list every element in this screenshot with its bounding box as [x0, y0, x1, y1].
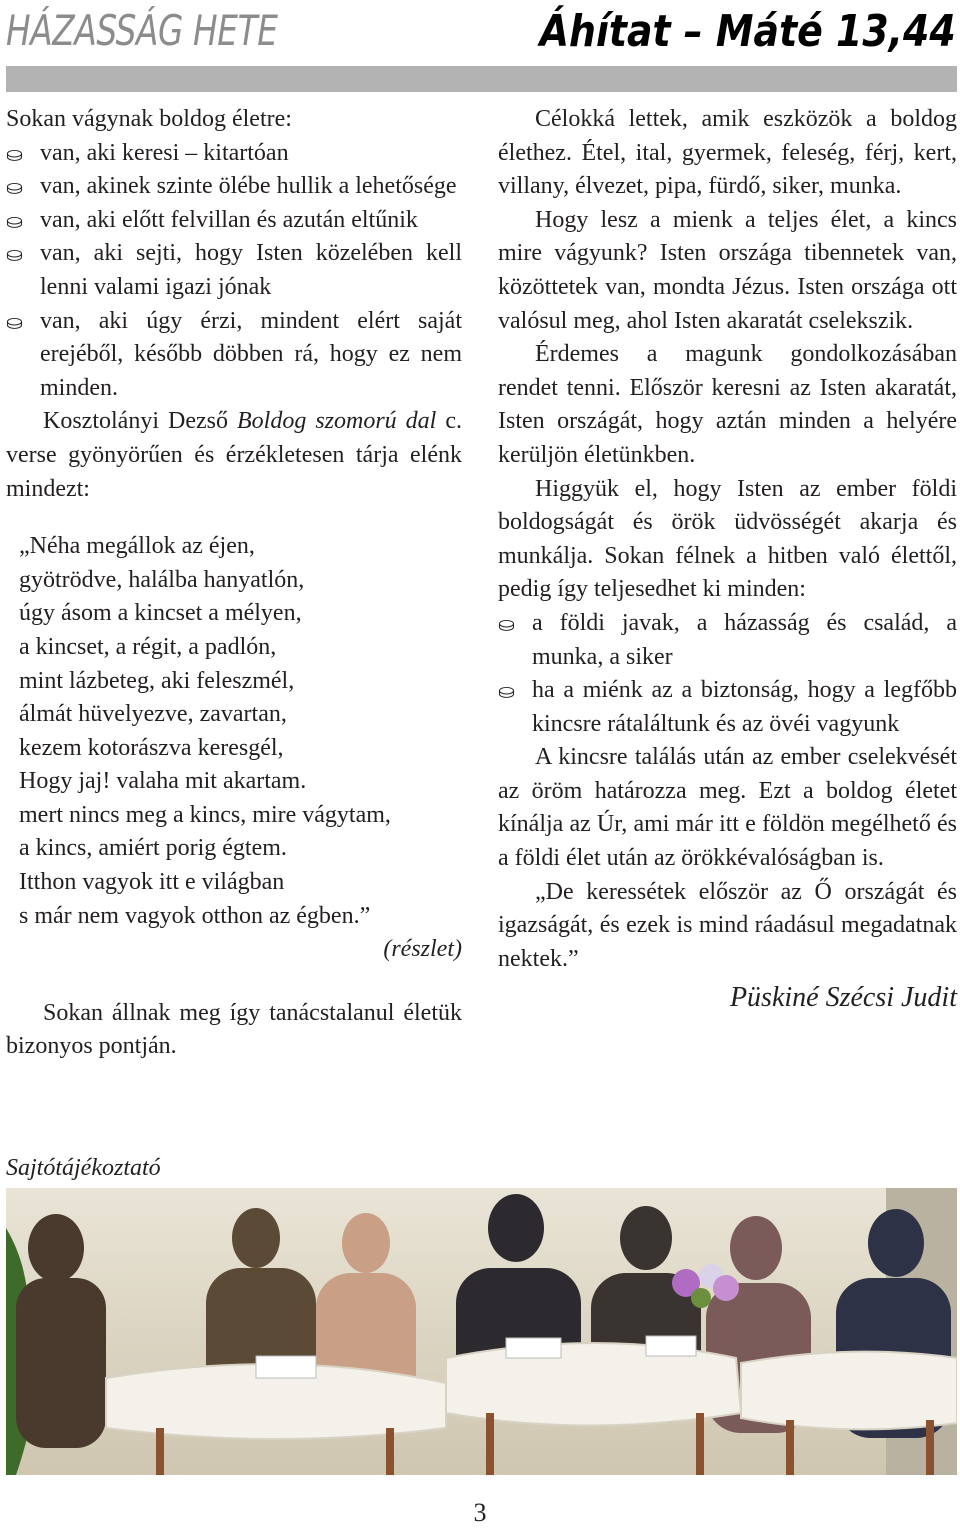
poem-line: kezem kotorászva keresgél, [19, 734, 284, 761]
intro-line: Sokan vágynak boldog életre: [6, 106, 292, 132]
photo-caption: Sajtótájékoztató [6, 1155, 161, 1181]
bullet-icon: ⛀ [6, 242, 23, 267]
bullet-item: ⛀ van, aki keresi – kitartóan [6, 137, 462, 171]
poem-line: Hogy jaj! valaha mit akartam. [19, 768, 307, 795]
author-signature: Püskiné Szécsi Judit [729, 982, 957, 1014]
right-column [498, 103, 957, 1016]
poem-line: s már nem vagyok otthon az égben.” [19, 902, 371, 929]
closing-paragraph: Sokan állnak meg így tanácstalanul életük bizonyos pontján. [6, 999, 462, 1060]
poem-line: a kincset, a régit, a padlón, [19, 633, 277, 660]
poem-line: gyötrödve, halálba hanyatlón, [19, 566, 305, 593]
excerpt-note: (részlet) [383, 936, 462, 963]
poem-line: Itthon vagyok itt e világban [19, 869, 285, 896]
bullet-icon: ⛀ [6, 141, 23, 166]
article-title: Áhítat – Máté 13,44 [540, 6, 956, 57]
poem-line: mert nincs meg a kincs, mire vágytam, [19, 801, 391, 828]
bullet-item: ⛀ van, aki sejti, hogy Isten közelében kell lenni valami igazi jónak [6, 240, 462, 300]
paragraph: Higgyük el, hogy Isten az ember földi boldogságát és örök üdvösségét akarja és munkálja. Sokan félnek a hitben való élettől, pedig így teljesedhet ki minden: [498, 475, 957, 603]
bullet-item: ⛀ van, akinek szinte ölébe hullik a lehetősége [6, 170, 462, 204]
bullet-icon: ⛀ [498, 611, 515, 636]
paragraph: A kincsre találás után az ember cselekvését az öröm határozza meg. Ezt a boldog életet kínálja az Úr, ami már itt e földön megélhető és a földi élet után az örökkévalóságban is. [498, 744, 957, 872]
paragraph: Célokká lettek, amik eszközök a boldog élethez. Étel, ital, gyermek, feleség, férj, kert, villany, élvezet, pipa, fürdő, siker, munka. [498, 106, 957, 200]
quote-paragraph: „De keressétek először az Ő országát és igazságát, és ezek is mind ráadásul megadatnak nektek.” [498, 878, 957, 972]
bullet-icon: ⛀ [498, 679, 515, 704]
bullet-item: ⛀ van, aki előtt felvillan és azután eltűnik [6, 204, 462, 238]
bullet-item: ⛀ ha a miénk az a biztonság, hogy a legfőbb kincsre rátaláltunk és az övéi vagyunk [498, 677, 957, 737]
poem-line: úgy ásom a kincset a mélyen, [19, 600, 302, 627]
page-number: 3 [473, 1498, 487, 1527]
section-title: HÁZASSÁG HETE [6, 6, 278, 55]
poem [19, 530, 462, 933]
header-bar [6, 66, 957, 92]
poem-line: álmát hüvelyezve, zavartan, [19, 701, 287, 728]
paragraph: Hogy lesz a mienk a teljes élet, a kincs mire vágyunk? Isten országa tibennetek van, közöttetek van, mondta Jézus. Isten országa ott valósul meg, ahol Isten akaratát cselekszik. [498, 206, 957, 334]
paragraph: Érdemes a magunk gondolkozásában rendet tenni. Először keresni az Isten akaratát, Isten országát, hogy aztán minden a helyére kerüljön életünkben. [498, 341, 957, 468]
left-column [6, 103, 462, 1064]
press-conference-photo [6, 1188, 957, 1475]
poem-intro: Kosztolányi Dezső Boldog szomorú dal c. verse gyönyörűen és érzékletesen tárja elénk mindezt: [6, 408, 462, 502]
bullet-icon: ⛀ [6, 309, 23, 334]
bullet-item: ⛀ a földi javak, a házasság és család, a munka, a siker [498, 609, 957, 670]
poem-line: „Néha megállok az éjen, [19, 533, 255, 560]
poem-line: mint lázbeteg, aki feleszmél, [19, 667, 295, 694]
poem-line: a kincs, amiért porig égtem. [19, 835, 287, 862]
bullet-icon: ⛀ [6, 175, 23, 200]
bullet-item: ⛀ van, aki úgy érzi, mindent elért saját erejéből, később döbben rá, hogy ez nem minden. [6, 307, 462, 401]
bullet-icon: ⛀ [6, 208, 23, 233]
